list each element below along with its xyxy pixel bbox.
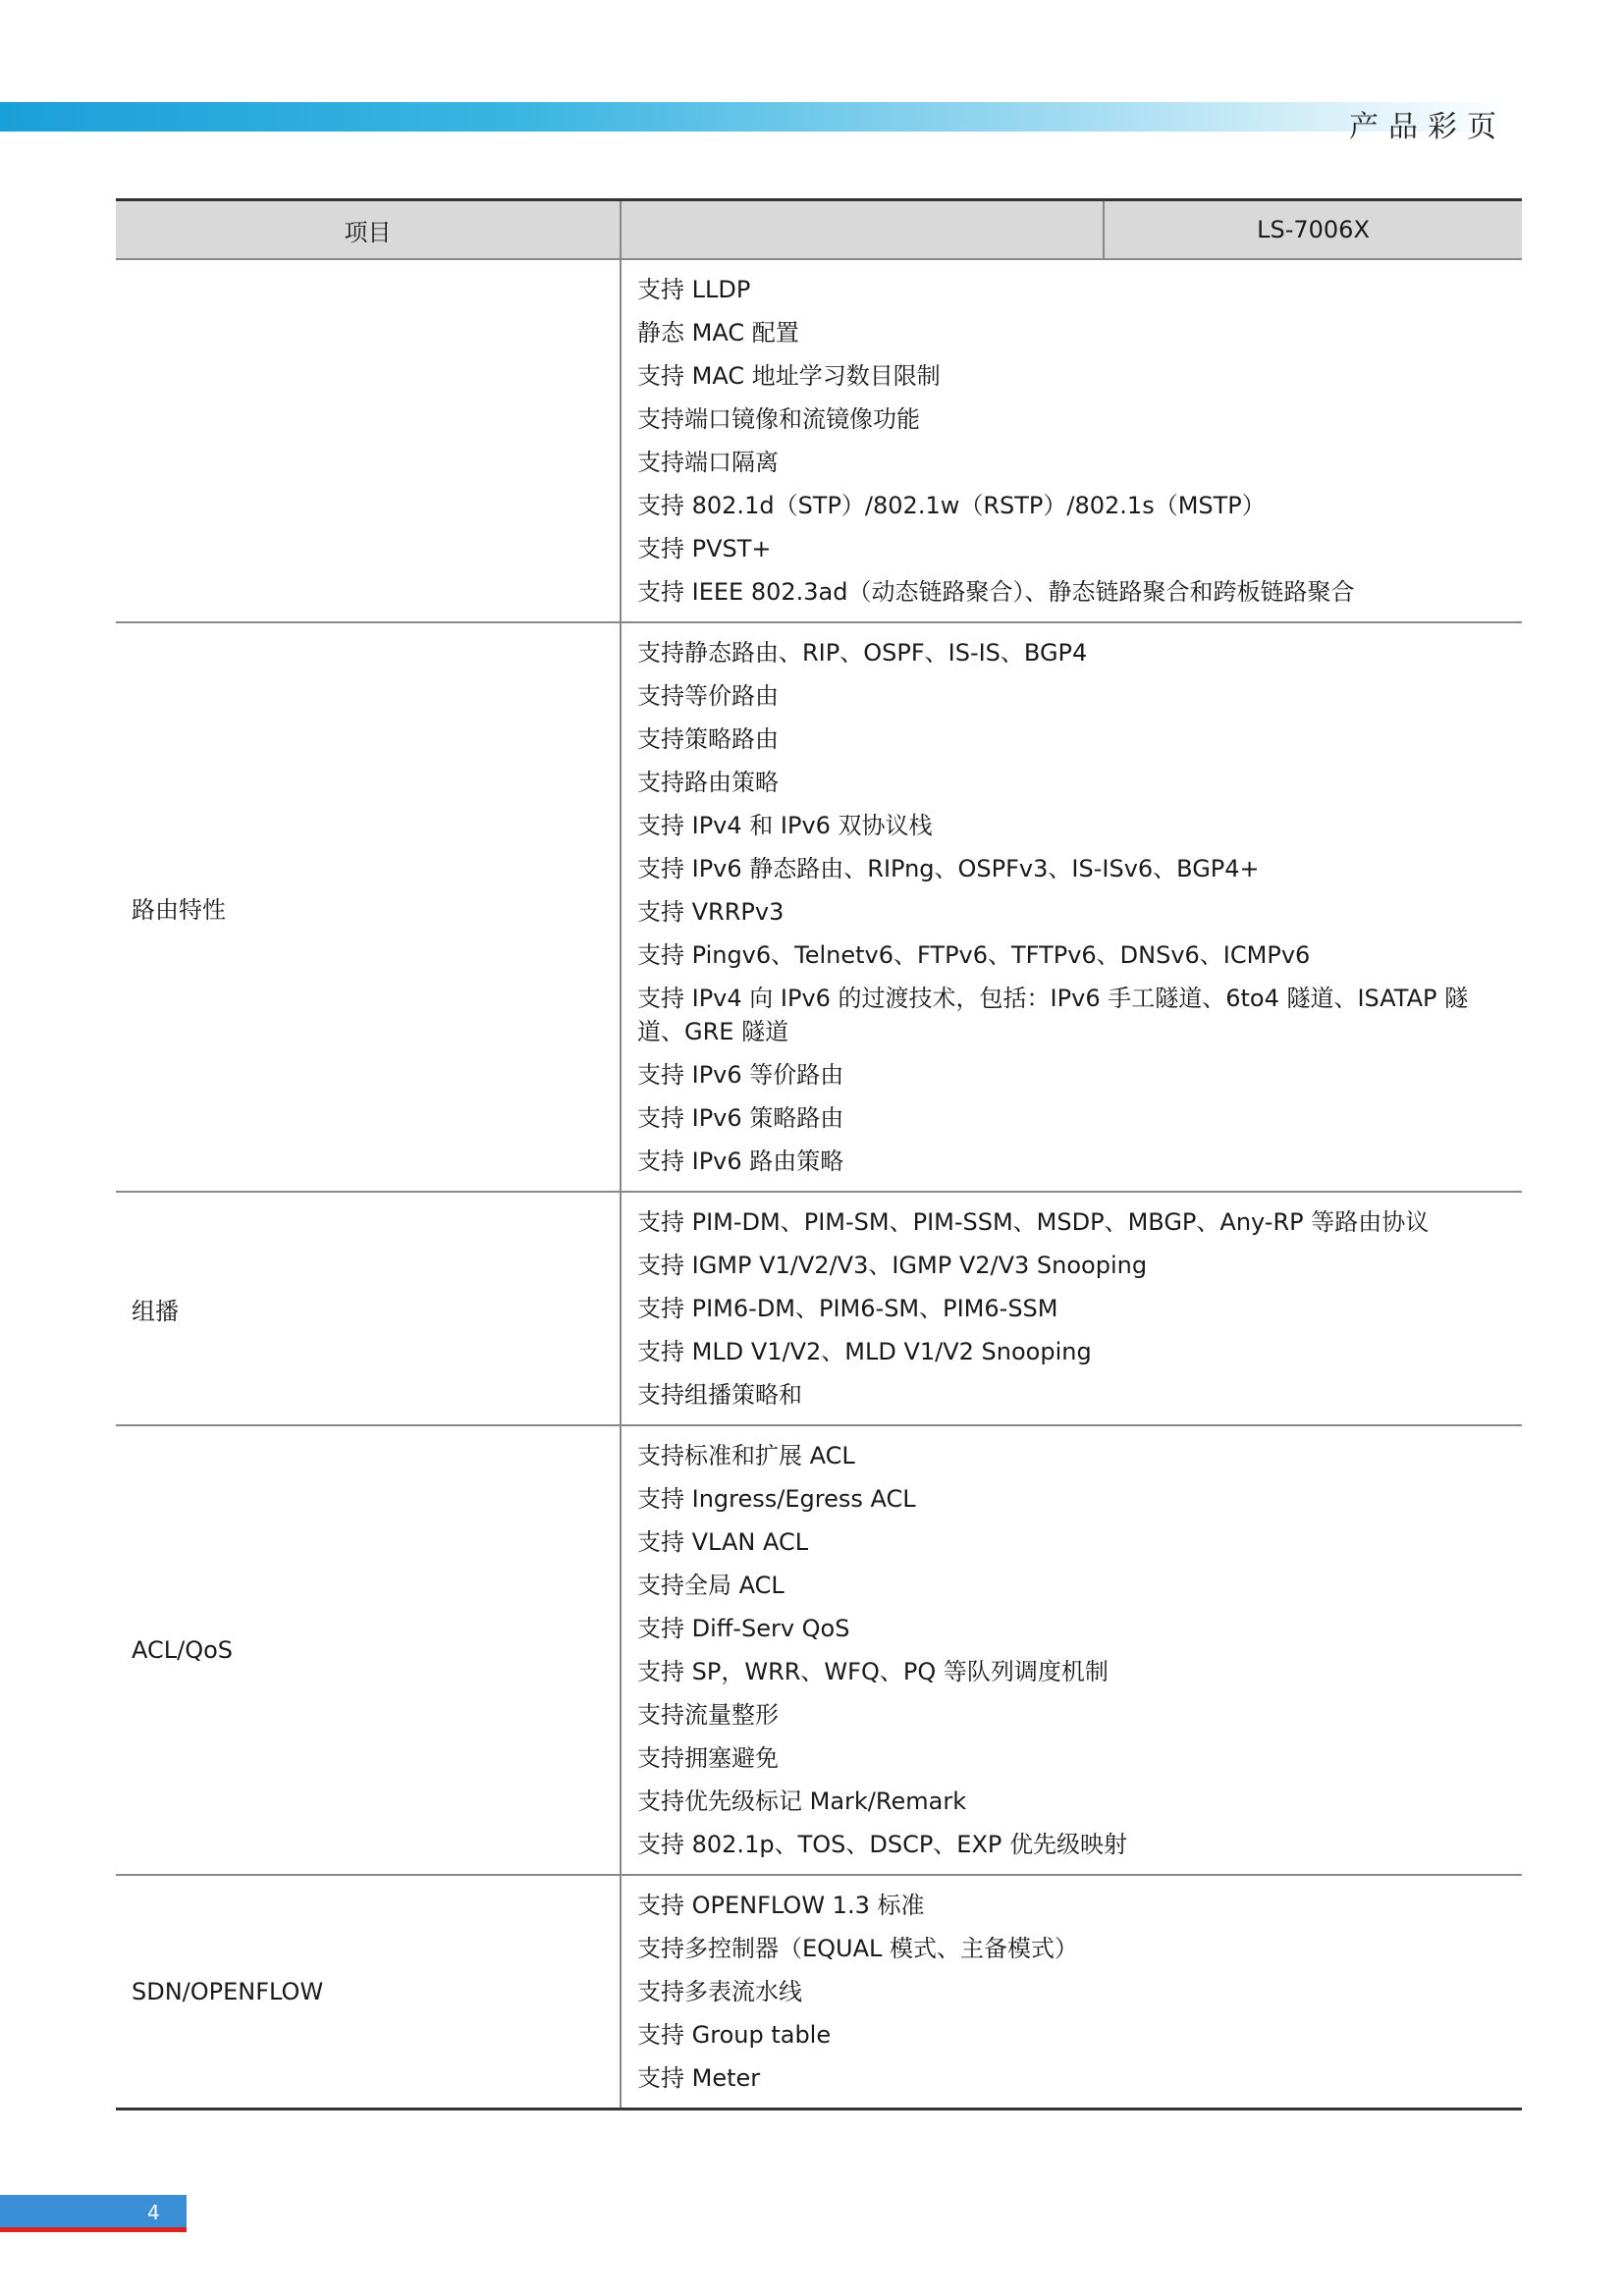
feature-line: 支持流量整形 xyxy=(637,1701,779,1729)
feature-line: 支持 802.1p、TOS、DSCP、EXP 优先级映射 xyxy=(637,1831,1128,1858)
feature-line: 支持端口隔离 xyxy=(637,449,779,476)
header-blank xyxy=(621,200,1104,260)
feature-line: 支持 IPv4 向 IPv6 的过渡技术，包括：IPv6 手工隧道、6to4 隧道、ISATAP 隧道、GRE 隧道 xyxy=(637,985,1469,1045)
feature-line: 支持多控制器（EQUAL 模式、主备模式） xyxy=(637,1935,1079,1962)
feature-line: 支持 802.1d（STP）/802.1w（RSTP）/802.1s（MSTP） xyxy=(637,492,1266,519)
feature-line: 支持等价路由 xyxy=(637,682,779,710)
feature-line: 支持 Pingv6、Telnetv6、FTPv6、TFTPv6、DNSv6、ICMPv6 xyxy=(637,941,1311,969)
feature-line: 支持策略路由 xyxy=(637,725,779,753)
row-feature-list xyxy=(621,1875,1522,2109)
feature-line: 支持 IEEE 802.3ad（动态链路聚合）、静态链路聚合和跨板链路聚合 xyxy=(637,578,1355,606)
table-row xyxy=(116,1425,1522,1875)
feature-line: 支持 Diff-Serv QoS xyxy=(637,1615,850,1642)
feature-line: 支持 SP，WRR、WFQ、PQ 等队列调度机制 xyxy=(637,1658,1109,1685)
feature-line: 支持路由策略 xyxy=(637,769,779,796)
feature-line: 支持 PIM-DM、PIM-SM、PIM-SSM、MSDP、MBGP、Any-RP 等路由协议 xyxy=(637,1208,1430,1236)
feature-line: 支持 PIM6-DM、PIM6-SM、PIM6-SSM xyxy=(637,1295,1058,1322)
spec-table xyxy=(116,198,1522,2110)
feature-line: 静态 MAC 配置 xyxy=(637,319,799,347)
row-feature-list xyxy=(621,259,1522,622)
page-number-box xyxy=(0,2195,187,2232)
feature-line: 支持 MAC 地址学习数目限制 xyxy=(637,362,941,390)
header-gradient-bar xyxy=(0,102,1512,132)
feature-line: 支持多表流水线 xyxy=(637,1978,802,2005)
page-number: 4 xyxy=(147,2201,160,2224)
feature-line: 支持 PVST+ xyxy=(637,535,772,562)
table-row xyxy=(116,259,1522,622)
table-header-row xyxy=(116,200,1522,260)
feature-line: 支持 IPv4 和 IPv6 双协议栈 xyxy=(637,812,933,839)
table-row xyxy=(116,1875,1522,2109)
feature-line: 支持 Meter xyxy=(637,2064,761,2092)
feature-line: 支持 VRRPv3 xyxy=(637,898,785,926)
row-feature-list xyxy=(621,622,1522,1192)
header-title: 产品彩页 xyxy=(1349,110,1506,144)
header-item: 项目 xyxy=(116,200,621,260)
header-model: LS-7006X xyxy=(1104,200,1522,260)
feature-line: 支持静态路由、RIP、OSPF、IS-IS、BGP4 xyxy=(637,639,1088,667)
feature-line: 支持 MLD V1/V2、MLD V1/V2 Snooping xyxy=(637,1338,1092,1365)
feature-line: 支持 OPENFLOW 1.3 标准 xyxy=(637,1892,925,1919)
row-item-label: 路由特性 xyxy=(116,622,621,1192)
table-row xyxy=(116,1192,1522,1425)
row-feature-list xyxy=(621,1425,1522,1875)
row-item-label xyxy=(116,259,621,622)
feature-line: 支持拥塞避免 xyxy=(637,1744,779,1772)
feature-line: 支持端口镜像和流镜像功能 xyxy=(637,405,920,433)
feature-line: 支持 Group table xyxy=(637,2021,832,2049)
feature-line: 支持组播策略和 xyxy=(637,1381,802,1409)
feature-line: 支持 IPv6 静态路由、RIPng、OSPFv3、IS-ISv6、BGP4+ xyxy=(637,855,1260,882)
row-item-label: 组播 xyxy=(116,1192,621,1425)
feature-line: 支持 Ingress/Egress ACL xyxy=(637,1485,916,1513)
feature-line: 支持 IGMP V1/V2/V3、IGMP V2/V3 Snooping xyxy=(637,1252,1148,1279)
feature-line: 支持 IPv6 策略路由 xyxy=(637,1104,844,1132)
row-feature-list xyxy=(621,1192,1522,1425)
feature-line: 支持 LLDP xyxy=(637,276,751,303)
feature-line: 支持标准和扩展 ACL xyxy=(637,1442,855,1469)
row-item-label: ACL/QoS xyxy=(116,1425,621,1875)
feature-line: 支持 IPv6 等价路由 xyxy=(637,1061,844,1089)
table-row xyxy=(116,622,1522,1192)
row-item-label: SDN/OPENFLOW xyxy=(116,1875,621,2109)
feature-line: 支持优先级标记 Mark/Remark xyxy=(637,1788,967,1815)
feature-line: 支持全局 ACL xyxy=(637,1572,785,1599)
feature-line: 支持 IPv6 路由策略 xyxy=(637,1148,844,1175)
feature-line: 支持 VLAN ACL xyxy=(637,1528,809,1556)
